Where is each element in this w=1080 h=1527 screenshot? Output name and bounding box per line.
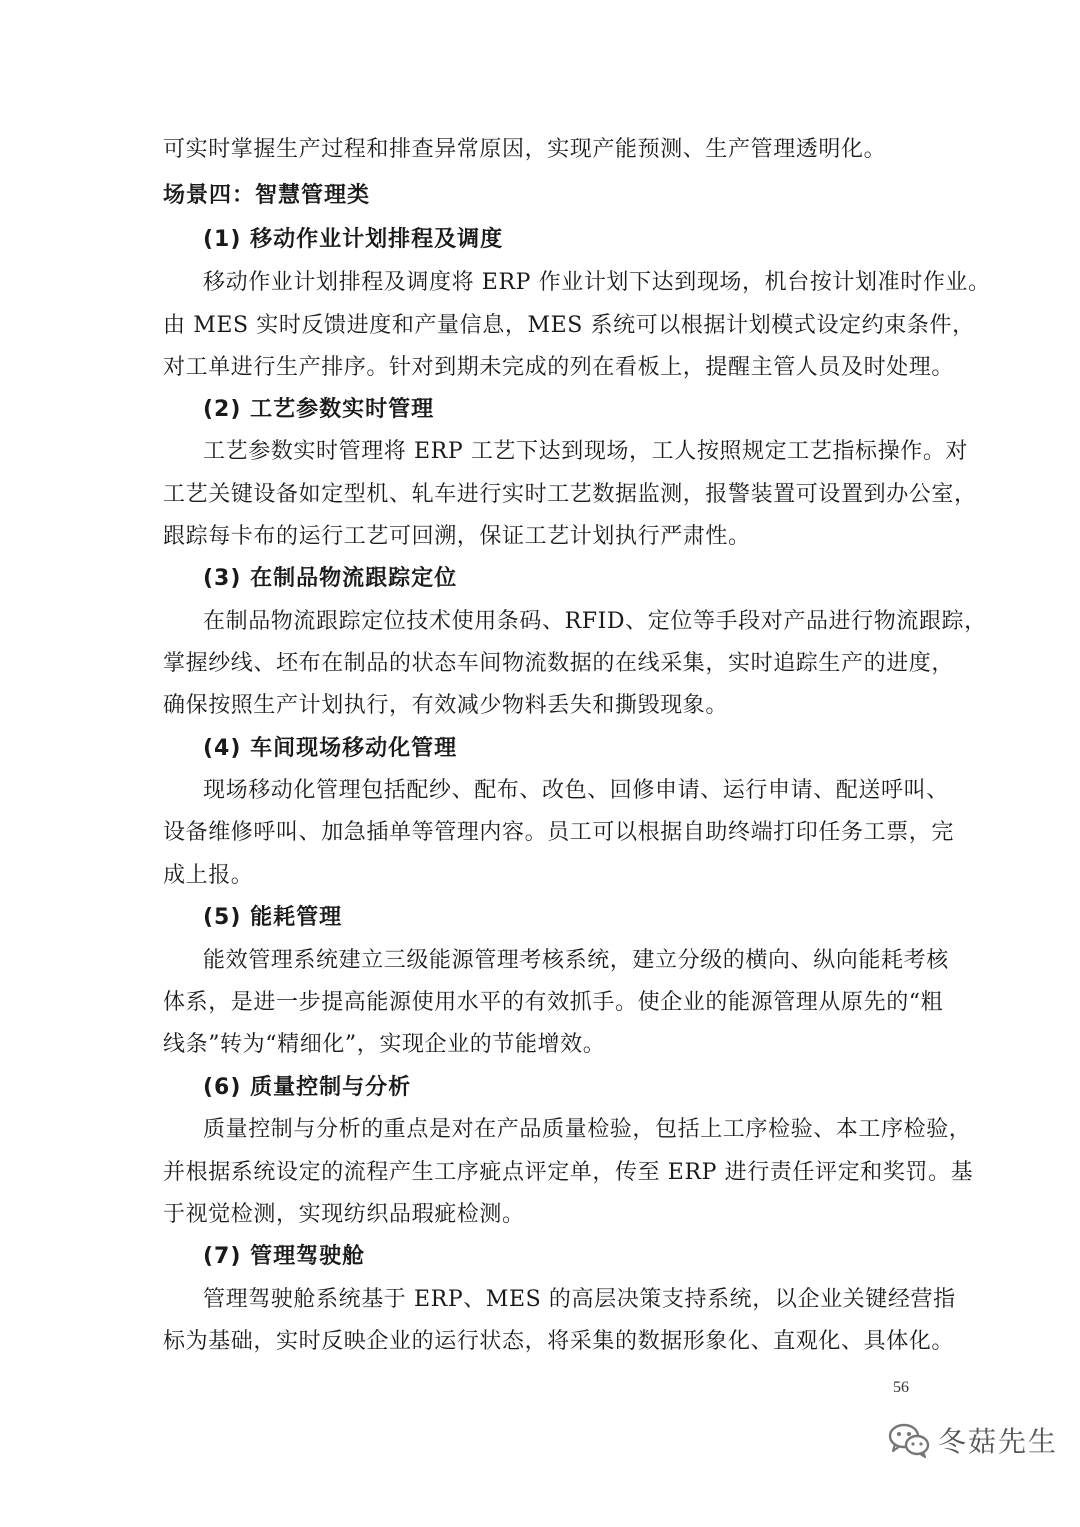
paragraph-line: 现场移动化管理包括配纱、配布、改色、回修申请、运行申请、配送呼叫、 — [203, 778, 949, 803]
paragraph-line: 移动作业计划排程及调度将 ERP 作业计划下达到现场，机台按计划准时作业。 — [203, 270, 991, 295]
paragraph-line: 体系，是进一步提高能源使用水平的有效抓手。使企业的能源管理从原先的“粗 — [163, 990, 944, 1015]
section-title-6: (6) 质量控制与分析 — [203, 1075, 412, 1100]
section-title-4: (4) 车间现场移动化管理 — [203, 736, 458, 761]
paragraph-line: 跟踪每卡布的运行工艺可回溯，保证工艺计划执行严肃性。 — [163, 524, 751, 549]
paragraph-line: 质量控制与分析的重点是对在产品质量检验，包括上工序检验、本工序检验， — [203, 1117, 972, 1142]
paragraph-line: 线条”转为“精细化”，实现企业的节能增效。 — [163, 1032, 606, 1057]
watermark-text: 冬菇先生 — [938, 1425, 1059, 1458]
paragraph-line: 在制品物流跟踪定位技术使用条码、RFID、定位等手段对产品进行物流跟踪， — [203, 609, 987, 634]
section-title-7: (7) 管理驾驶舱 — [203, 1244, 366, 1269]
paragraph-line: 成上报。 — [163, 863, 254, 888]
scene-heading: 场景四：智慧管理类 — [163, 183, 371, 208]
paragraph-line: 工艺关键设备如定型机、轧车进行实时工艺数据监测，报警装置可设置到办公室， — [163, 482, 977, 507]
paragraph-line: 能效管理系统建立三级能源管理考核系统，建立分级的横向、纵向能耗考核 — [203, 948, 949, 973]
paragraph-line: 设备维修呼叫、加急插单等管理内容。员工可以根据自助终端打印任务工票，完 — [163, 820, 955, 845]
section-title-3: (3) 在制品物流跟踪定位 — [203, 566, 458, 591]
intro-line: 可实时掌握生产过程和排查异常原因，实现产能预测、生产管理透明化。 — [163, 137, 887, 162]
paragraph-line: 于视觉检测，实现纺织品瑕疵检测。 — [163, 1202, 525, 1227]
paragraph-line: 并根据系统设定的流程产生工序疵点评定单，传至 ERP 进行责任评定和奖罚。基 — [163, 1160, 974, 1185]
paragraph-line: 管理驾驶舱系统基于 ERP、MES 的高层决策支持系统，以企业关键经营指 — [203, 1287, 956, 1312]
paragraph-line: 对工单进行生产排序。针对到期未完成的列在看板上，提醒主管人员及时处理。 — [163, 355, 955, 380]
paragraph-line: 确保按照生产计划执行，有效减少物料丢失和撕毁现象。 — [163, 693, 729, 718]
paragraph-line: 标为基础，实时反映企业的运行状态，将采集的数据形象化、直观化、具体化。 — [163, 1329, 955, 1354]
section-title-5: (5) 能耗管理 — [203, 905, 343, 930]
section-title-1: (1) 移动作业计划排程及调度 — [203, 227, 504, 252]
wechat-icon — [888, 1422, 930, 1458]
section-title-2: (2) 工艺参数实时管理 — [203, 397, 435, 422]
watermark — [888, 1420, 1058, 1460]
paragraph-line: 由 MES 实时反馈进度和产量信息，MES 系统可以根据计划模式设定约束条件， — [163, 313, 975, 338]
paragraph-line: 工艺参数实时管理将 ERP 工艺下达到现场，工人按照规定工艺指标操作。对 — [203, 439, 969, 464]
paragraph-line: 掌握纱线、坯布在制品的状态车间物流数据的在线采集，实时追踪生产的进度， — [163, 651, 955, 676]
page-number: 56 — [893, 1379, 909, 1396]
